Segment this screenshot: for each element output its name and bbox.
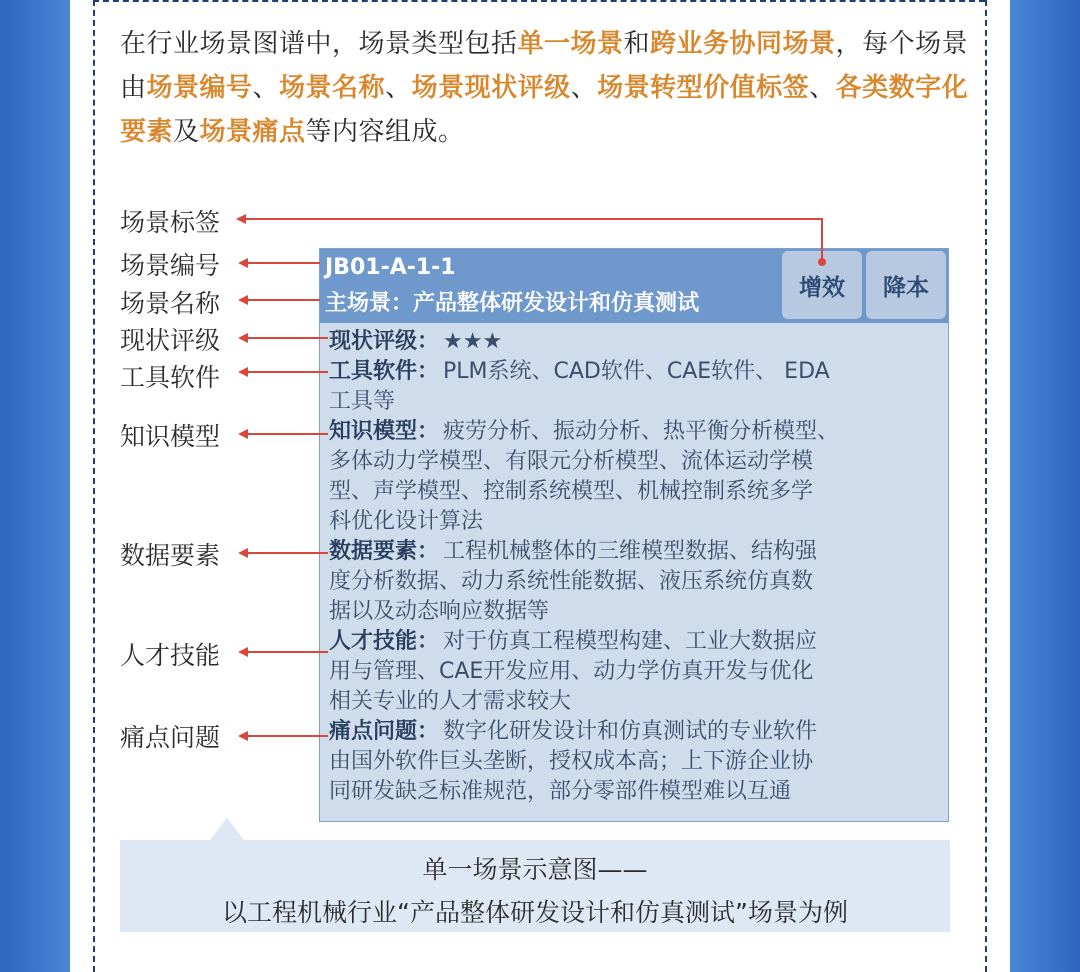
caption-line-2: 以工程机械行业“产品整体研发设计和仿真测试”场景为例 [222,898,848,927]
card-field-line: 对于仿真工程模型构建、工业大数据应 [443,629,818,654]
intro-text: 和 [623,29,651,59]
caption-box [120,840,950,932]
scene-code: JB01-A-1-1 [325,255,456,280]
caption-line-1: 单一场景示意图—— [422,855,648,884]
label-rating: 现状评级 [120,326,221,355]
intro-highlight: 场景现状评级 [411,73,571,103]
arrow-tag [238,219,822,262]
intro-text: 等内容组成。 [305,117,465,147]
intro-highlight: 场景转型价值标签 [597,73,810,103]
label-scene-code: 场景编号 [120,251,221,280]
card-field-label: 工具软件： [329,359,440,384]
scene-name: 主场景：产品整体研发设计和仿真测试 [325,291,700,316]
intro-text: 、 [570,73,598,103]
card-field-line: 疲劳分析、振动分析、热平衡分析模型、 [443,419,840,444]
card-field-line: 型、声学模型、控制系统模型、机械控制系统多学 [329,479,814,504]
label-pain: 痛点问题 [120,723,221,752]
intro-highlight: 场景编号 [146,73,253,103]
intro-highlight: 场景名称 [279,73,386,103]
card-field-label: 知识模型： [329,419,440,444]
intro-highlight: 各类数字化要素 [120,73,969,147]
card-field-line: 同研发缺乏标准规范，部分零部件模型难以互通 [329,779,792,804]
card-field-line: 度分析数据、动力系统性能数据、液压系统仿真数 [329,569,814,594]
card-field-label: 人才技能： [329,629,440,654]
card-field-label: 痛点问题： [329,719,440,744]
intro-text: 在行业场景图谱中，场景类型包括 [120,29,518,59]
card-field-line: 相关专业的人才需求较大 [329,689,572,714]
card-field-line: 多体动力学模型、有限元分析模型、流体运动学模 [329,449,814,474]
intro-highlight: 跨业务协同场景 [650,29,836,59]
card-field-line: 工具等 [329,389,396,414]
arrow-tag-dot [818,258,826,266]
intro-text: 、 [385,73,412,103]
caption-pointer [210,818,244,840]
intro-text: 及 [173,117,200,147]
card-field-line: 数字化研发设计和仿真测试的专业软件 [443,719,818,744]
card-field-line: 用与管理、CAE开发应用、动力学仿真开发与优化 [329,659,814,684]
card-field-label: 现状评级： [329,329,440,354]
intro-text: 、 [809,73,836,103]
card-field-line: 由国外软件巨头垄断，授权成本高；上下游企业协 [329,749,814,774]
intro-text: 、 [252,73,280,103]
card-field-line: PLM系统、CAD软件、CAE软件、 EDA [443,359,830,384]
label-tools: 工具软件 [120,363,221,392]
intro-text: ，每个场景由 [120,29,969,103]
card-field-line: 据以及动态响应数据等 [329,599,550,624]
card-field-line: ★★★ [443,329,503,354]
card-field-line: 科优化设计算法 [329,509,484,534]
label-scene-name: 场景名称 [120,289,221,318]
label-data: 数据要素 [120,541,221,570]
label-scene-tag: 场景标签 [120,208,221,237]
card-field-label: 数据要素： [329,539,440,564]
tag-efficiency: 增效 [782,251,862,319]
label-knowledge: 知识模型 [120,422,221,451]
label-talent: 人才技能 [120,641,221,670]
card-field-line: 工程机械整体的三维模型数据、结构强 [443,539,818,564]
tag-cost-reduction: 降本 [866,251,946,319]
intro-highlight: 单一场景 [517,29,624,59]
intro-highlight: 场景痛点 [199,117,306,147]
